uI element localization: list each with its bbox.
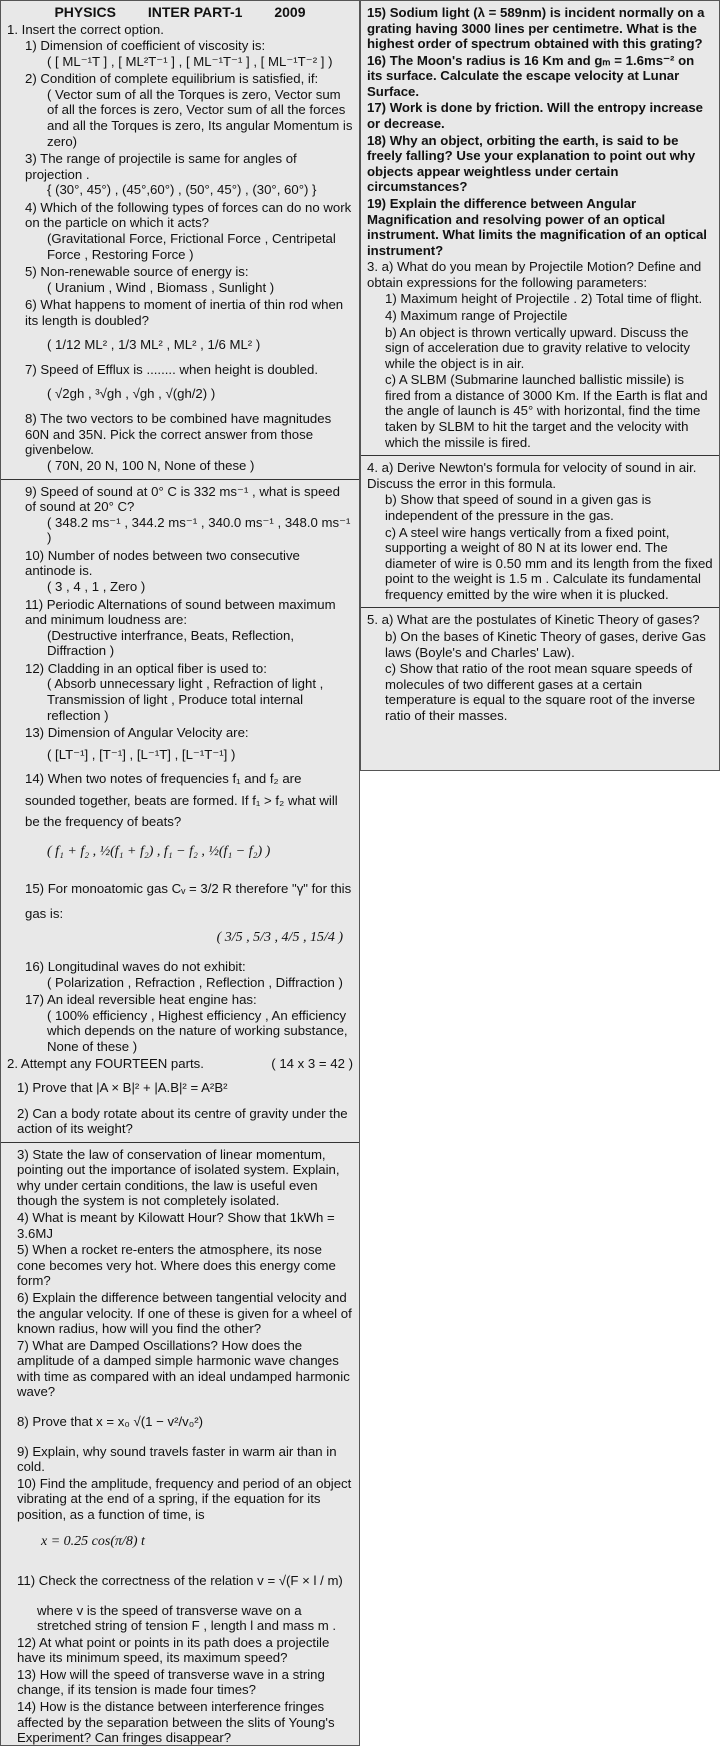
- mcq-item: [25, 768, 353, 860]
- mcq-question: 8) The two vectors to be combined have magnitudes 60N and 35N. Pick the correct answer from those givenbelow.: [25, 411, 332, 458]
- mcq-item: [25, 876, 353, 947]
- mcq-question: 14) When two notes of frequencies f₁ and f₂ are sounded together, beats are formed. If f₁ > f₂ what will be the frequency of beats?: [25, 771, 338, 829]
- right-column: [360, 0, 720, 771]
- divider: [1, 1142, 359, 1143]
- long-question-list-item: 1) Maximum height of Projectile . 2) Total time of flight.: [385, 291, 703, 307]
- mcq-item: [25, 411, 353, 473]
- equation: x = 0.25 cos(π/8) t: [41, 1534, 145, 1550]
- short-question: 10) Find the amplitude, frequency and period of an object vibrating at the end of a spring, if the equation for its position, as a function of time, is: [17, 1475, 352, 1522]
- q2-title: 2. Attempt any FOURTEEN parts.: [7, 1056, 204, 1072]
- mcq-item: [25, 959, 353, 990]
- mcq-options: (Destructive interfrance, Beats, Reflection, Diffraction ): [47, 627, 295, 659]
- short-question: 5) When a rocket re-enters the atmosphere, its nose cone becomes very hot. Where does this energy come form?: [17, 1242, 336, 1289]
- mcq-question: 3) The range of projectile is same for angles of projection .: [25, 151, 297, 182]
- short-question: 1) Prove that |A × B|² + |A.B|² = A²B²: [17, 1079, 228, 1095]
- mcq-options: ( Uranium , Wind , Biomass , Sunlight ): [47, 279, 275, 295]
- short-question: 16) The Moon's radius is 16 Km and gₘ = 1.6ms⁻² on its surface. Calculate the escape velocity at Lunar Surface.: [367, 52, 695, 99]
- mcq-options: ( Vector sum of all the Torques is zero, Vector sum of all the forces is zero, Vector sum of all the forces and all the Torques is zero, Its angular Momentum is zero): [47, 86, 353, 149]
- long-question-3a: 3. a) What do you mean by Projectile Motion? Define and obtain expressions for the following parameters:: [367, 259, 702, 290]
- short-question: 4) What is meant by Kilowatt Hour? Show that 1kWh = 3.6MJ: [17, 1210, 335, 1241]
- q1-title: 1. Insert the correct option.: [7, 21, 164, 37]
- short-question: 12) At what point or points in its path does a projectile have its minimum speed, its maximum speed?: [17, 1634, 330, 1666]
- mcq-item: [25, 297, 353, 352]
- mcq-item: [25, 992, 353, 1054]
- mcq-options: ( 3/5 , 5/3 , 4/5 , 15/4 ): [216, 930, 343, 946]
- short-question: 11) Check the correctness of the relation v = √(F × l / m): [17, 1572, 343, 1588]
- short-question: 13) How will the speed of transverse wave in a string change, if its tension is made four times?: [17, 1666, 325, 1698]
- paper-header: [7, 4, 353, 21]
- mcq-question: 17) An ideal reversible heat engine has:: [25, 992, 257, 1008]
- mcq-options: ( [LT⁻¹] , [T⁻¹] , [L⁻¹T] , [L⁻¹T⁻¹] ): [47, 746, 236, 762]
- mcq-options: ( 100% efficiency , Highest efficiency , An efficiency which depends on the nature of working substance, None of these ): [47, 1007, 348, 1054]
- mcq-question: 2) Condition of complete equilibrium is satisfied, if:: [25, 71, 319, 87]
- long-question-3b: b) An object is thrown vertically upward. Discuss the sign of acceleration due to gravity relative to velocity while the object is in air.: [385, 324, 690, 371]
- short-question: 14) How is the distance between interference fringes affected by the separation between the slits of Young's Experiment? Can fringes disappear?: [17, 1699, 335, 1746]
- mcq-options: { (30°, 45°) , (45°,60°) , (50°, 45°) , (30°, 60°) }: [47, 182, 317, 198]
- mcq-item: [25, 661, 353, 723]
- divider: [1, 479, 359, 480]
- mcq-item: [25, 151, 353, 198]
- mcq-options: ( 348.2 ms⁻¹ , 344.2 ms⁻¹ , 340.0 ms⁻¹ , 348.0 ms⁻¹ ): [47, 514, 351, 546]
- part-title: INTER PART-1: [147, 4, 243, 20]
- mcq-item: [25, 725, 353, 762]
- mcq-item: [25, 548, 353, 595]
- long-question-3c: c) A SLBM (Submarine launched ballistic missile) is fired from a distance of 3000 Km. If the Earth is flat and the angle of launch is 45° with horizontal, find the time taken by SLBM to hit the target and the velocity with which the missile is fired.: [385, 372, 708, 450]
- mcq-options: ( f₁ + f₂ , ½(f₁ + f₂) , f₁ − f₂ , ½(f₁ − f₂) ): [47, 843, 271, 859]
- mcq-options: ( 3 , 4 , 1 , Zero ): [47, 579, 146, 595]
- short-question: 9) Explain, why sound travels faster in warm air than in cold.: [17, 1443, 337, 1475]
- short-question: 7) What are Damped Oscillations? How does the amplitude of a damped simple harmonic wave changes with time as compared with an ideal undamped harmonic wave?: [17, 1337, 350, 1400]
- short-question: 8) Prove that x = x₀ √(1 − v²/v₀²): [17, 1413, 204, 1429]
- long-question-4a: 4. a) Derive Newton's formula for velocity of sound in air. Discuss the error in this formula.: [367, 460, 697, 491]
- mcq-options: ( [ ML⁻¹T ] , [ ML²T⁻¹ ] , [ ML⁻¹T⁻¹ ] , [ ML⁻¹T⁻² ] ): [47, 53, 333, 69]
- mcq-item: [25, 484, 353, 546]
- mcq-question: 11) Periodic Alternations of sound between maximum and minimum loudness are:: [25, 596, 336, 628]
- short-question: where v is the speed of transverse wave on a stretched string of tension F , length l and mass m .: [37, 1602, 337, 1634]
- mcq-question: 15) For monoatomic gas Cᵥ = 3/2 R therefore "γ" for this gas is:: [25, 881, 352, 922]
- mcq-question: 6) What happens to moment of inertia of thin rod when its length is doubled?: [25, 297, 344, 328]
- mcq-question: 16) Longitudinal waves do not exhibit:: [25, 958, 246, 974]
- subject-title: PHYSICS: [54, 4, 116, 20]
- q2-header: [7, 1056, 353, 1072]
- short-question: 18) Why an object, orbiting the earth, is said to be freely falling? Use your explanation to point out why objects appear weightless under certain circumstances?: [367, 132, 696, 195]
- short-question: 15) Sodium light (λ = 589nm) is incident normally on a grating having 3000 lines per centimetre. What is the highest order of spectrum obtained with this grating?: [367, 5, 705, 52]
- mcq-question: 7) Speed of Efflux is ........ when height is doubled.: [25, 362, 318, 378]
- mcq-item: [25, 71, 353, 149]
- mcq-item: [25, 264, 353, 295]
- divider: [361, 607, 719, 608]
- long-question-5c: c) Show that ratio of the root mean square speeds of molecules of two different gases at a certain temperature is equal to the square root of the inverse ratio of their masses.: [385, 661, 696, 723]
- long-question-4c: c) A steel wire hangs vertically from a fixed point, supporting a weight of 80 N at its lower end. The diameter of wire is 0.50 mm and its length from the fixed point to the weight is 1.5 m . Calculate its fundamental frequency emitted by the wire when it is plucked.: [385, 524, 713, 602]
- mcq-options: ( Polarization , Refraction , Reflection , Diffraction ): [47, 974, 343, 990]
- short-question: 6) Explain the difference between tangential velocity and the angular velocity. If one of these is given for a wheel of known radius, how will you find the other?: [17, 1289, 352, 1337]
- mcq-options: ( √2gh , ³√gh , √gh , √(gh/2) ): [47, 385, 216, 401]
- mcq-options: ( Absorb unnecessary light , Refraction of light , Transmission of light , Produce total internal reflection ): [47, 676, 324, 723]
- mcq-item: [25, 362, 353, 401]
- short-question: 17) Work is done by friction. Will the entropy increase or decrease.: [367, 100, 703, 132]
- mcq-question: 10) Number of nodes between two consecutive antinode is.: [25, 547, 300, 579]
- long-question-5b: b) On the bases of Kinetic Theory of gases, derive Gas laws (Boyle's and Charles' Law).: [385, 628, 706, 660]
- long-question-4b: b) Show that speed of sound in a given gas is independent of the pressure in the gas.: [385, 492, 652, 523]
- mcq-question: 13) Dimension of Angular Velocity are:: [25, 725, 249, 741]
- mcq-options: ( 70N, 20 N, 100 N, None of these ): [47, 457, 255, 473]
- mcq-item: [25, 597, 353, 659]
- long-question-5a: 5. a) What are the postulates of Kinetic Theory of gases?: [367, 612, 700, 628]
- mcq-item: [25, 38, 353, 69]
- mcq-question: 9) Speed of sound at 0° C is 332 ms⁻¹ , what is speed of sound at 20° C?: [25, 483, 340, 515]
- short-question: 3) State the law of conservation of linear momentum, pointing out the importance of isolated system. Explain, why under certain conditions, the law is useful even though the system is not completely isolated.: [17, 1146, 340, 1209]
- mcq-question: 1) Dimension of coefficient of viscosity is:: [25, 38, 266, 54]
- mcq-options: ( 1/12 ML² , 1/3 ML² , ML² , 1/6 ML² ): [47, 336, 261, 352]
- mcq-options: (Gravitational Force, Frictional Force , Centripetal Force , Restoring Force ): [47, 231, 336, 262]
- q2-marks: ( 14 x 3 = 42 ): [271, 1056, 353, 1072]
- divider: [361, 455, 719, 456]
- short-question: 19) Explain the difference between Angular Magnification and resolving power of an optical instrument. What limits the magnification of an optical instrument?: [367, 195, 707, 258]
- mcq-question: 5) Non-renewable source of energy is:: [25, 264, 249, 280]
- long-question-list-item: 4) Maximum range of Projectile: [385, 307, 568, 323]
- mcq-question: 12) Cladding in an optical fiber is used to:: [25, 660, 267, 676]
- mcq-item: [25, 200, 353, 262]
- short-question: 2) Can a body rotate about its centre of gravity under the action of its weight?: [17, 1105, 348, 1137]
- year: 2009: [274, 4, 306, 20]
- mcq-question: 4) Which of the following types of forces can do no work on the particle on which it acts?: [25, 199, 352, 231]
